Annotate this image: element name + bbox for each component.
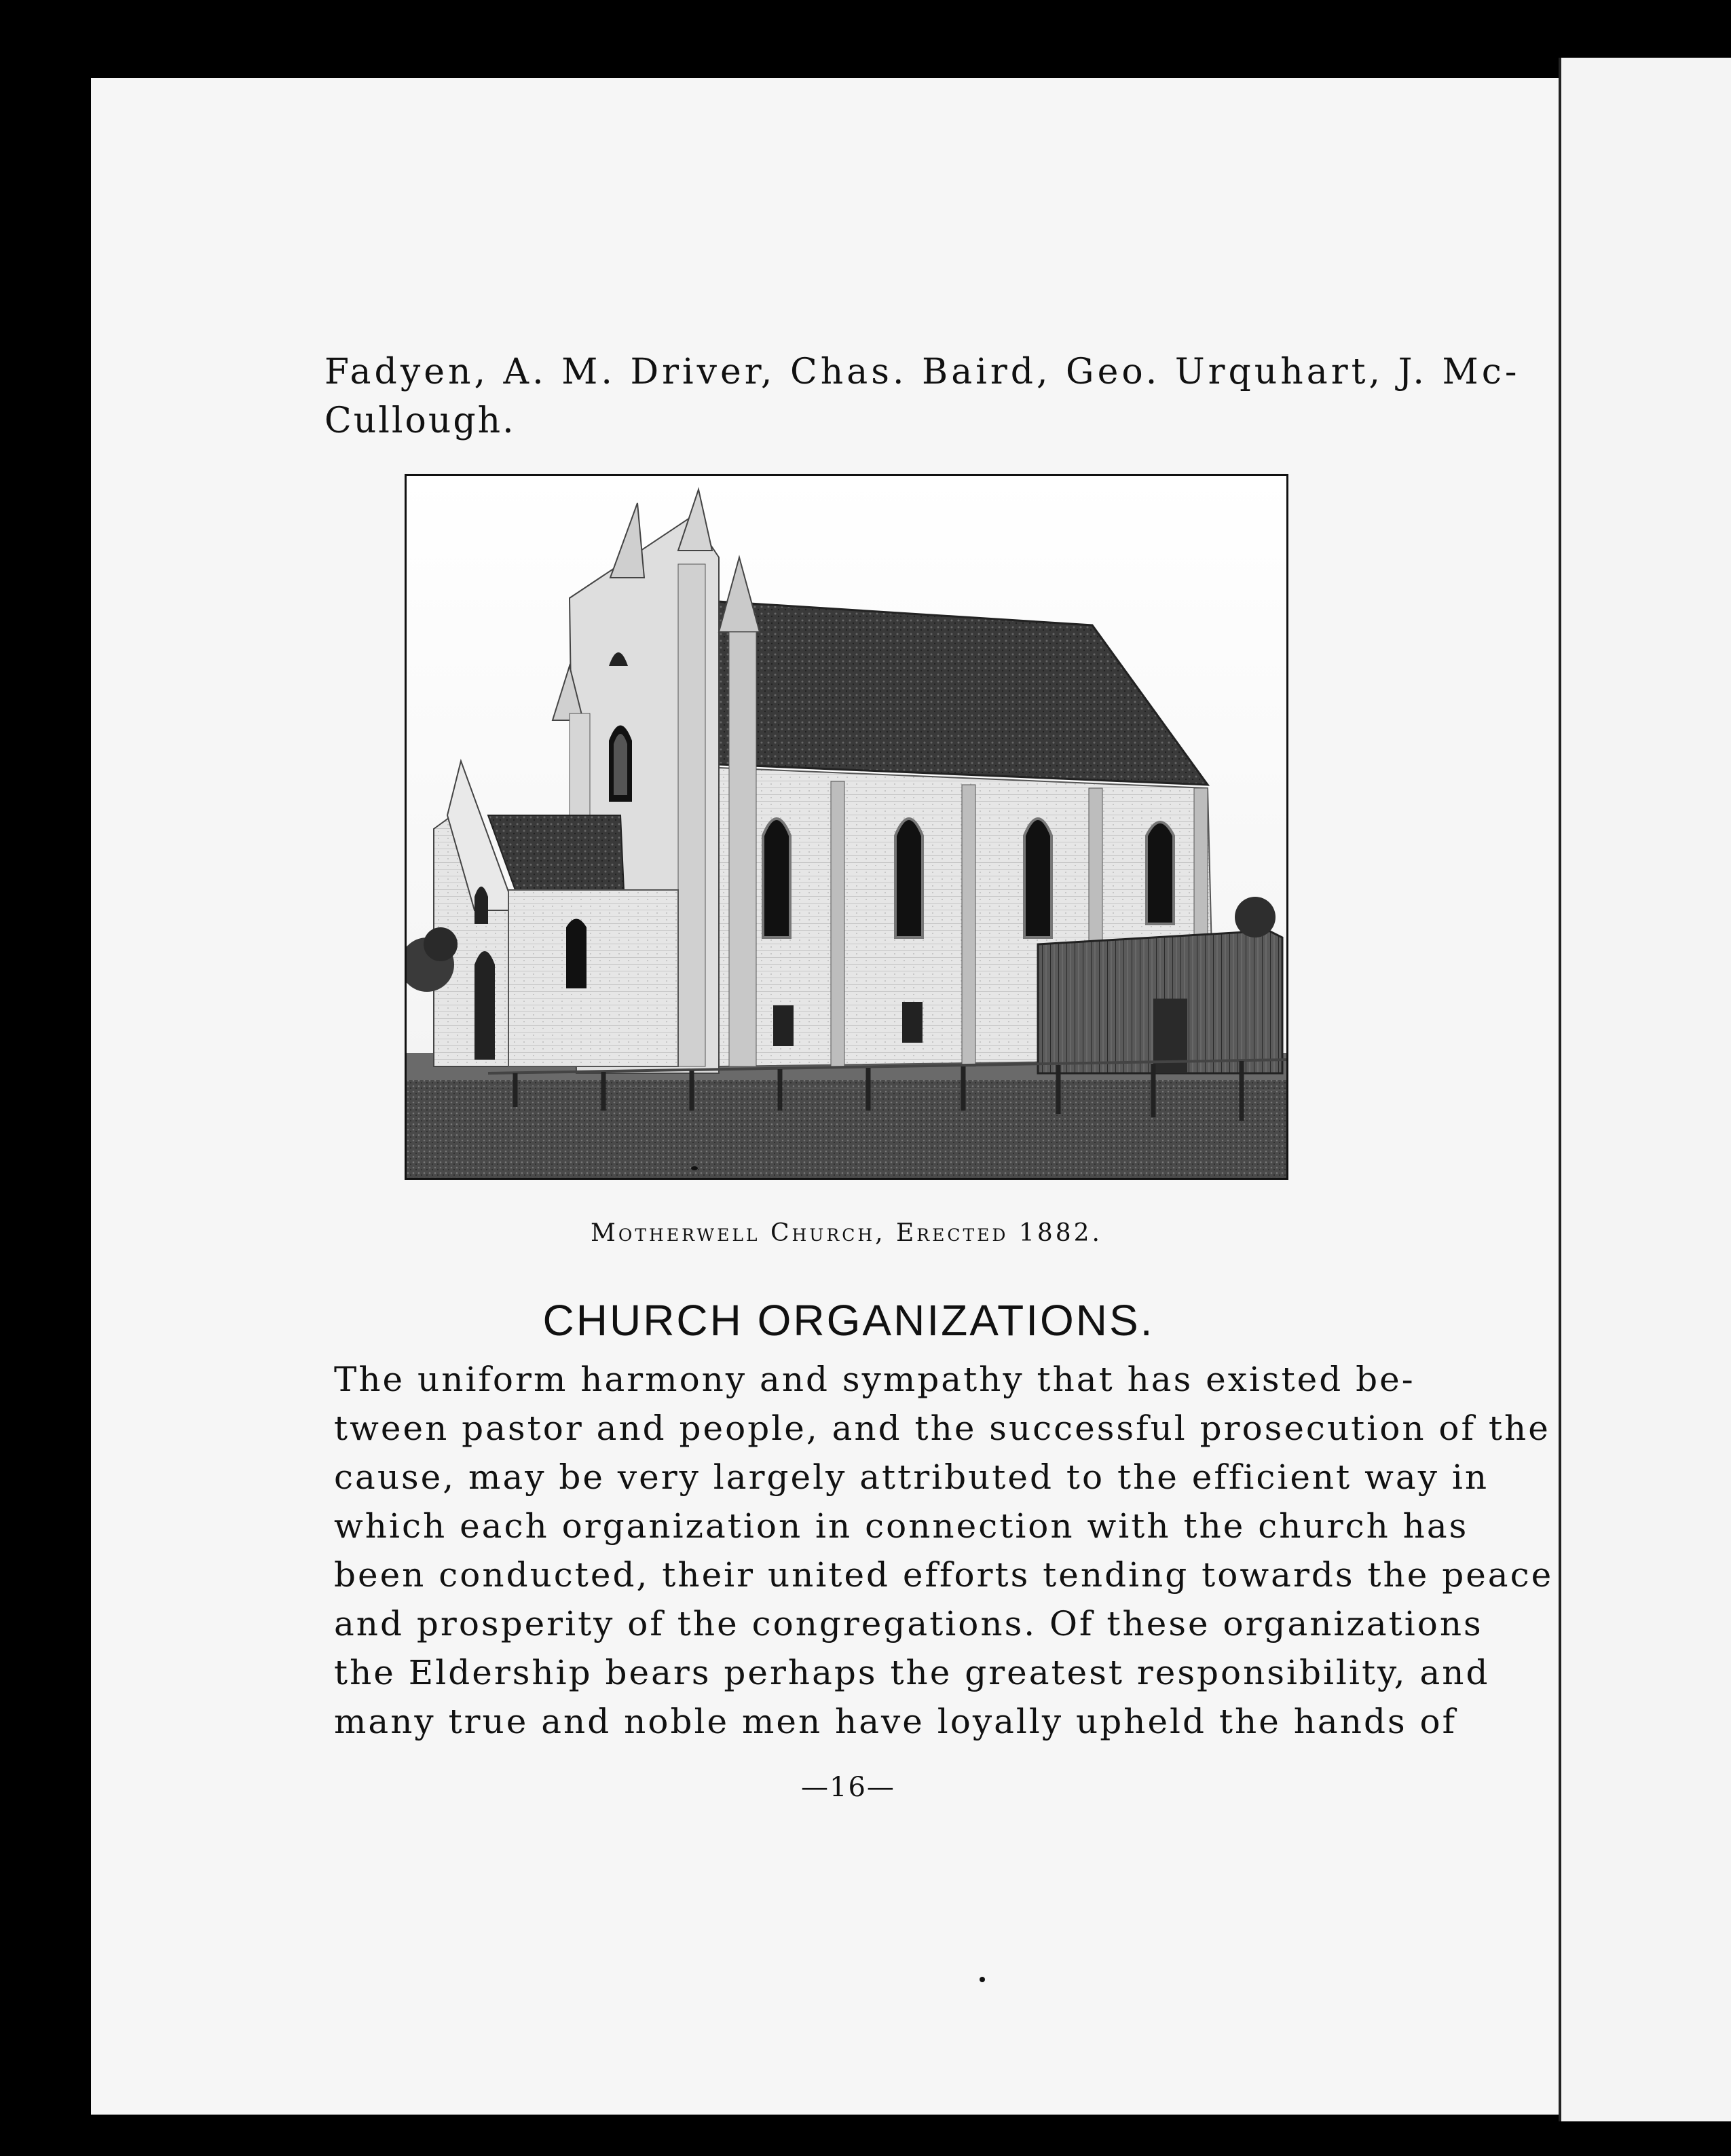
paragraph-line: been conducted, their united efforts tending towards the peace bbox=[334, 1555, 1554, 1595]
print-speck bbox=[980, 1977, 985, 1982]
church-building-icon bbox=[407, 476, 1286, 1178]
paragraph-line: cause, may be very largely attributed to the efficient way in bbox=[334, 1457, 1489, 1497]
paragraph-line: tween pastor and people, and the successful prosecution of the bbox=[334, 1409, 1550, 1448]
paragraph-line: and prosperity of the congregations. Of these organizations bbox=[334, 1604, 1483, 1643]
text-line-continued-end: Cullough. bbox=[324, 401, 516, 441]
facing-page-edge bbox=[1559, 58, 1731, 2121]
photo-caption: Motherwell Church, Erected 1882. bbox=[591, 1219, 1102, 1247]
paragraph-line: which each organization in connection with the church has bbox=[334, 1506, 1469, 1546]
paragraph-line: many true and noble men have loyally upheld the hands of bbox=[334, 1702, 1457, 1741]
page-number: —16— bbox=[801, 1772, 895, 1803]
text-line-continued: Fadyen, A. M. Driver, Chas. Baird, Geo. Urquhart, J. Mc- bbox=[324, 352, 1521, 392]
section-heading: CHURCH ORGANIZATIONS. bbox=[542, 1296, 1155, 1345]
paragraph-line: the Eldership bears perhaps the greatest responsibility, and bbox=[334, 1653, 1490, 1692]
print-speck bbox=[691, 1166, 698, 1170]
paragraph-line: The uniform harmony and sympathy that has existed be- bbox=[334, 1360, 1415, 1399]
church-photograph bbox=[405, 474, 1288, 1180]
